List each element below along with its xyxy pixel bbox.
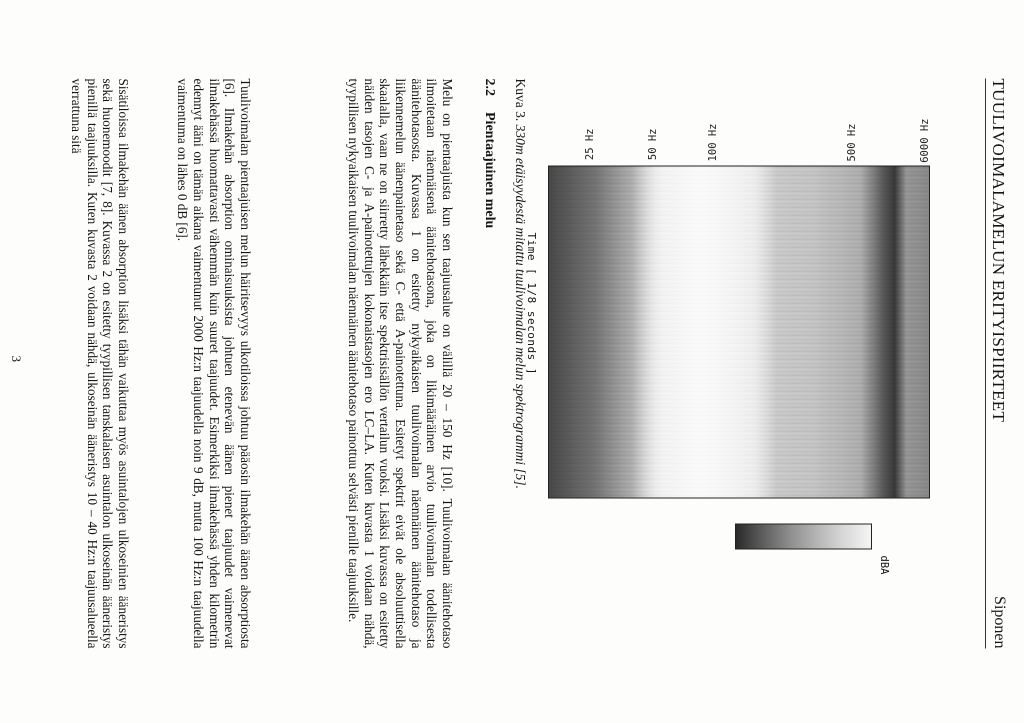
page-number: 3 xyxy=(9,355,24,362)
section-heading xyxy=(481,78,497,228)
spectrogram-image xyxy=(548,165,930,498)
freq-label-25: 25 Hz xyxy=(584,128,596,160)
colorbar xyxy=(735,523,872,549)
caption-text: 330m etäisyydestä mitattu tuulivoimalan melun spektrogrammi [5]. xyxy=(513,124,528,489)
colorbar-label: dBA xyxy=(878,555,890,574)
paragraph-2: Tuulivoimalan pientaajuisen melun häiritsevyys ulkotiloissa johtuu pääosin ilmakehän äänen absorptiosta [6]. Ilmakehän absorption ominaisuuksista johtuen etenevän äänen pienet taajuudet vaimenevat ilmakehässä huomattavasti vähemmän kuin suuret taajuudet. Esimerkiksi ilmakehässä yhden kilometrin edennyt ääni on tämän aikana vaimentunut 2000 Hz:n taajuudella noin 9 dB, mutta 100 Hz:n taajuudella vaimentuma on lähes 0 dB [6]. xyxy=(175,78,253,648)
time-axis-label: Time [ 1/8 seconds ] xyxy=(525,232,538,375)
section-title: Pientaajuinen melu xyxy=(482,111,497,228)
section-number: 2.2 xyxy=(482,78,497,96)
freq-label-500: 500 Hz xyxy=(846,123,858,161)
figure-caption xyxy=(512,78,528,488)
freq-label-6000: 6000 Hz xyxy=(919,118,931,163)
header-title: TUULIVOIMALAMELUN ERITYISPIIRTEET xyxy=(989,78,1008,422)
paragraph-3: Sisätiloissa ilmakehän äänen absorption lisäksi tähän vaikuttaa myös asuintalojen ulkoseinien ääneristys sekä huonemoodit [7, 8]. Kuvassa 2 on esitetty tyypillisen tanskalaisen asuintalon ulkoseinän ääneristys pienillä taajuuksilla. Kuten kuvasta 2 voidaan nähdä, ulkoseinän ääneristys 10 – 40 Hz:n taajuusalueella verrattuna sitä xyxy=(69,78,131,648)
caption-lead: Kuva 3. xyxy=(513,78,528,121)
header-author: Siponen xyxy=(991,595,1008,648)
spectrogram-figure xyxy=(525,0,1024,723)
freq-label-50: 50 Hz xyxy=(647,128,659,160)
paragraph-1: Melu on pientaajuista kun sen taajuusalue on välillä 20 – 150 Hz [10]. Tuulivoimalan äänitehotaso ilmoitetaan näennäisenä äänitehotasona, joka on likimääräinen arvio tuulivoimalan todellisesta äänitehotasosta. Kuvassa 1 on esitetty nykyaikaisen tuulivoimalan näennäinen äänitehotaso ja liikennemelun äänenpainetaso sekä C- että A-painotettuna. Esitetyt spektrit eivät ole absoluuttisella skaalalla, vaan ne on siirretty lähekkäin itse spektrisisällön vertailun vuoksi. Lisäksi kuvassa on esitetty näiden tasojen C- ja A-painotettujen kokonaistasojen ero LC–LA. Kuten kuvasta 1 voidaan nähdä, tyypillisen nykyaikaisen tuulivoimalan näennäinen äänitehotaso painottuu selvästi pienille taajuuksille. xyxy=(346,78,455,648)
freq-label-100: 100 Hz xyxy=(707,123,719,161)
